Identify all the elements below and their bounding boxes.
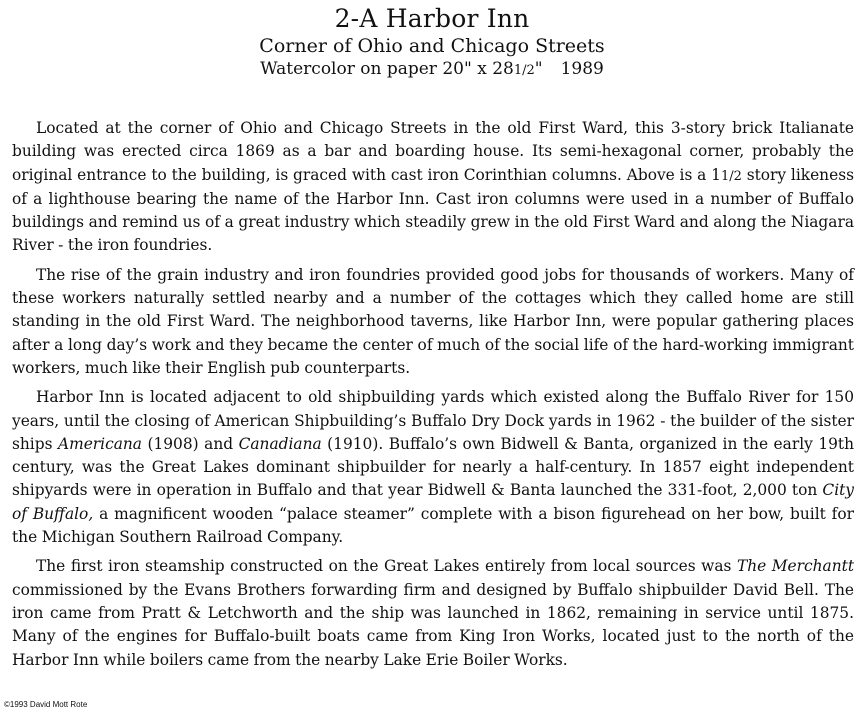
medium-fraction: 1/2 [513,63,535,78]
paragraph-3 [12,386,854,549]
ship-name-americana: Americana [57,434,142,453]
medium-end: " [534,59,543,79]
ship-name-city-of-buffalo: City of Buffalo, [12,481,854,523]
paragraph-1-text-a: Located at the corner of Ohio and Chicago Streets in the old First Ward, this 3-story brick Italianate building was erected circa 1869 as a bar and boarding house. Its semi-hexagonal corner, probably the original entrance to the building, is graced with cast iron Corinthian columns. Above is a 1 [12,119,854,184]
ship-name-the-merchantt: The Merchantt [736,557,855,576]
page-title: 2-A Harbor Inn [334,4,530,33]
medium-text: Watercolor on paper 20" x 28 [260,59,514,79]
paragraph-3-text-c: (1910). Buffalo’s own Bidwell & Banta, organized in the early 19th century, was the Great Lakes dominant shipbuilder for nearly a half-century. In 1857 eight independent shipyards were in operation in Buffalo and that year Bidwell & Banta launched the 331-foot, 2,000 ton [12,434,854,500]
paragraph-3-text-d: a magnificent wooden “palace steamer” complete with a bison figurehead on her bow, built for the Michigan Southern Railroad Company. [12,504,854,547]
paragraph-4-text-b: commissioned by the Evans Brothers forwarding firm and designed by Buffalo shipbuilder David Bell. The iron came from Pratt & Letchworth and the ship was launched in 1862, remaining in service until 1875. Many of the engines for Buffalo-built boats came from King Iron Works, located just to the north of the Harbor Inn while boilers came from the nearby Lake Erie Boiler Works. [12,580,854,669]
ship-name-canadiana: Canadiana [238,434,322,453]
paragraph-3-text-b: (1908) and [141,434,239,453]
paragraph-4 [12,555,854,671]
paragraph-1-fraction: 1/2 [720,168,742,184]
paragraph-1 [12,117,854,258]
page-subtitle: Corner of Ohio and Chicago Streets [259,35,605,57]
copyright-notice: ©1993 David Mott Rote [4,700,88,709]
artwork-year: 1989 [560,59,604,79]
page-header [0,4,864,82]
paragraph-1-text-b: story likeness of a lighthouse bearing the name of the Harbor Inn. Cast iron columns were used in a number of Buffalo buildings and remind us of a great industry which steadily grew in the old First Ward and along the Niagara River - the iron foundries. [12,165,854,255]
paragraph-2-text: The rise of the grain industry and iron foundries provided good jobs for thousands of workers. Many of these workers naturally settled nearby and a number of the cottages which they called home are still standing in the old First Ward. The neighborhood taverns, like Harbor Inn, were popular gathering places after a long day’s work and they became the center of much of the social life of the hard-working immigrant workers, much like their English pub counterparts. [12,265,854,377]
artwork-medium [0,58,864,82]
paragraph-2 [12,264,854,380]
paragraph-3-text-a: Harbor Inn is located adjacent to old shipbuilding yards which existed along the Buffalo River for 150 years, until the closing of American Shipbuilding’s Buffalo Dry Dock yards in 1962 - the builder of the sister ships [12,388,854,453]
article-body [12,117,854,678]
paragraph-4-text-a: The first iron steamship constructed on the Great Lakes entirely from local sources was [36,557,737,576]
